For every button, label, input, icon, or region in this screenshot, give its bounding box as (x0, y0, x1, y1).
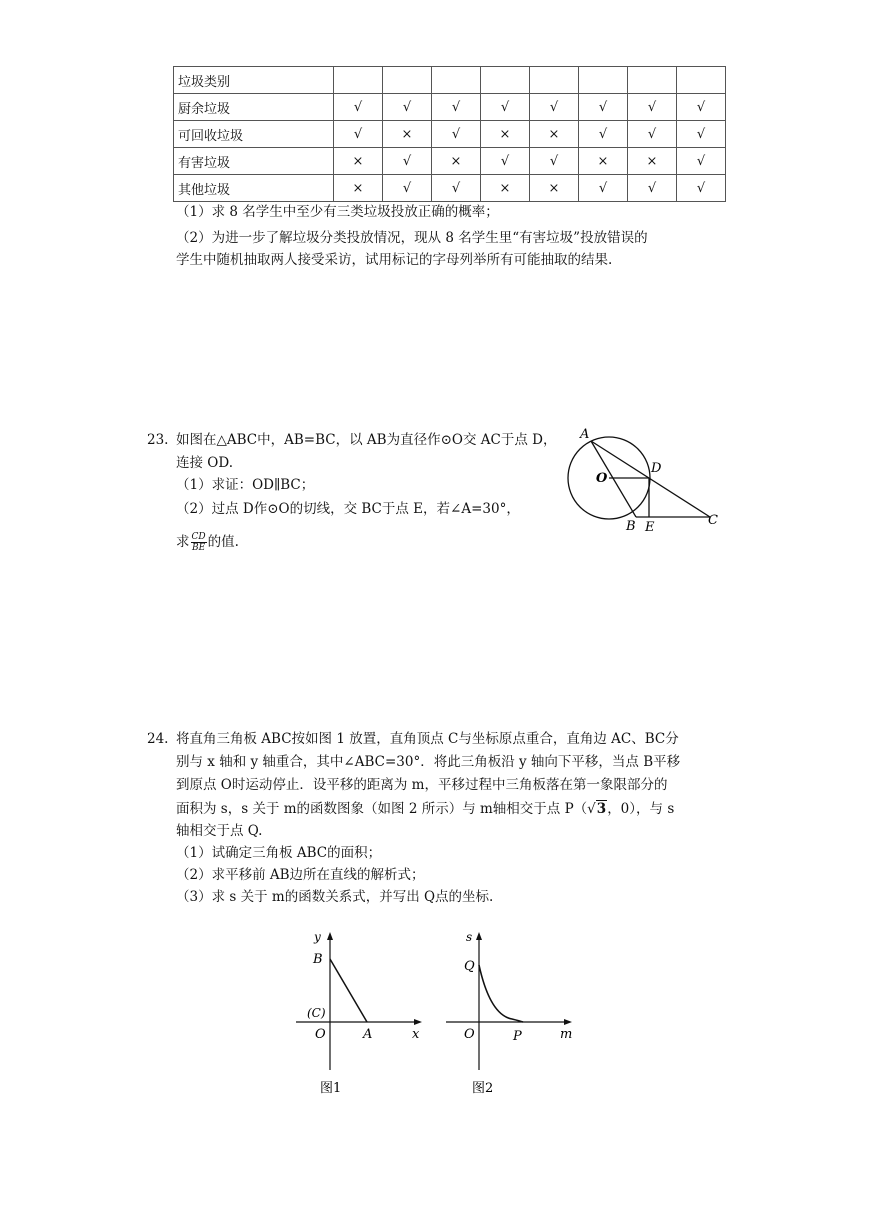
label-m: m (560, 1027, 573, 1042)
q24-line4-text-b: ，0），与 s (607, 801, 675, 817)
table-cell: √ (481, 94, 530, 121)
table-row (174, 148, 726, 175)
table-cell: √ (383, 148, 432, 175)
label-y: y (314, 930, 321, 944)
table-cell: × (334, 175, 383, 202)
q24-line5: 轴相交于点 Q. (176, 823, 263, 839)
label-q: Q (464, 959, 475, 974)
q24-part2: （2）求平移前 AB边所在直线的解析式； (176, 867, 425, 883)
table-cell: √ (383, 94, 432, 121)
figure-2 (440, 925, 580, 1105)
s-axis-arrow (476, 932, 482, 940)
q23-part3 (176, 532, 239, 553)
table-row (174, 175, 726, 202)
table-cell: √ (334, 94, 383, 121)
q23-part2: （2）过点 D作⊙O的切线，交 BC于点 E，若∠A=30°， (176, 501, 520, 517)
segment-ac (591, 441, 710, 517)
table-cell: √ (677, 148, 726, 175)
y-axis-arrow (327, 932, 333, 940)
table-cell: √ (432, 121, 481, 148)
table-cell: × (481, 175, 530, 202)
label-o: O (464, 1027, 475, 1042)
q24-line1: 将直角三角板 ABC按如图 1 放置，直角顶点 C与坐标原点重合，直角边 AC、BC分 (176, 731, 679, 747)
q22-part1: （1）求 8 名学生中至少有三类垃圾投放正确的概率； (176, 204, 499, 220)
table-cell: √ (579, 121, 628, 148)
table-cell: √ (432, 175, 481, 202)
survey-table (173, 66, 726, 202)
label-b: B (313, 952, 323, 967)
row-label: 有害垃圾 (174, 148, 334, 175)
table-cell: √ (628, 175, 677, 202)
table-cell: √ (677, 121, 726, 148)
q24-number: 24. (147, 731, 169, 747)
table-header-label: 垃圾类别 (174, 67, 334, 94)
table-cell: √ (530, 148, 579, 175)
table-row (174, 67, 726, 94)
x-axis-arrow (414, 1019, 422, 1025)
q22-part2-line2: 学生中随机抽取两人接受采访，试用标记的字母列举所有可能抽取的结果. (176, 252, 613, 268)
row-label: 其他垃圾 (174, 175, 334, 202)
sqrt-radicand: 3 (596, 801, 607, 817)
fraction-denominator: BE (191, 543, 206, 553)
m-axis-arrow (564, 1019, 572, 1025)
table-cell: √ (677, 175, 726, 202)
cd-over-be-fraction (191, 532, 207, 553)
table-cell: √ (383, 175, 432, 202)
table-cell: √ (530, 94, 579, 121)
figure-2-caption: 图2 (472, 1081, 494, 1096)
q22-part2-line1: （2）为进一步了解垃圾分类投放情况，现从 8 名学生里“有害垃圾”投放错误的 (176, 230, 648, 246)
table-cell: × (530, 121, 579, 148)
segment-ab (330, 959, 367, 1022)
sqrt-symbol: √ (587, 801, 596, 817)
q23-line1: 如图在△ABC中，AB=BC，以 AB为直径作⊙O交 AC于点 D， (176, 432, 557, 448)
label-p: P (513, 1029, 522, 1044)
table-cell: × (628, 148, 677, 175)
row-label: 厨余垃圾 (174, 94, 334, 121)
label-a: A (363, 1027, 373, 1042)
q24-part1: （1）试确定三角板 ABC的面积； (176, 845, 382, 861)
table-cell: √ (628, 94, 677, 121)
q24-line2: 别与 x 轴和 y 轴重合，其中∠ABC=30°．将此三角板沿 y 轴向下平移，当点 B平移 (176, 754, 681, 770)
q23-part3-prefix: 求 (176, 534, 190, 550)
q23-line2: 连接 OD. (176, 455, 233, 471)
label-o: O (596, 471, 608, 486)
table-row (174, 94, 726, 121)
table-cell: √ (481, 148, 530, 175)
table-cell: × (334, 148, 383, 175)
label-a: A (580, 427, 590, 442)
table-cell: × (579, 148, 628, 175)
circle-triangle-figure (560, 424, 730, 536)
label-c: C (708, 513, 718, 528)
label-d: D (651, 461, 662, 476)
label-s: s (466, 930, 473, 944)
row-label: 可回收垃圾 (174, 121, 334, 148)
label-e: E (645, 520, 655, 535)
function-curve (479, 965, 523, 1022)
fraction-numerator: CD (191, 532, 206, 542)
figure-1 (290, 925, 430, 1105)
table-cell: √ (677, 94, 726, 121)
table-cell: × (530, 175, 579, 202)
q23-part3-suffix: 的值. (207, 534, 239, 550)
figure-1-caption: 图1 (320, 1081, 342, 1096)
table-cell: √ (579, 94, 628, 121)
table-cell: √ (579, 175, 628, 202)
q24-line3: 到原点 O时运动停止．设平移的距离为 m，平移过程中三角板落在第一象限部分的 (176, 777, 668, 793)
q23-part1: （1）求证：OD∥BC； (176, 477, 315, 493)
q24-part3: （3）求 s 关于 m的函数关系式，并写出 Q点的坐标. (176, 889, 494, 905)
table-cell: × (481, 121, 530, 148)
table-cell: √ (628, 121, 677, 148)
label-b: B (626, 519, 636, 534)
table-cell: √ (432, 94, 481, 121)
label-x: x (412, 1027, 420, 1042)
q23-number: 23. (147, 432, 169, 448)
table-cell: × (432, 148, 481, 175)
q24-line4-text-a: 面积为 s，s 关于 m的函数图象（如图 2 所示）与 m轴相交于点 P（ (176, 801, 588, 817)
table-cell: × (383, 121, 432, 148)
label-c: (C) (307, 1006, 326, 1020)
label-o: O (315, 1027, 326, 1042)
table-cell: √ (334, 121, 383, 148)
table-row (174, 121, 726, 148)
q24-line4 (176, 799, 674, 819)
